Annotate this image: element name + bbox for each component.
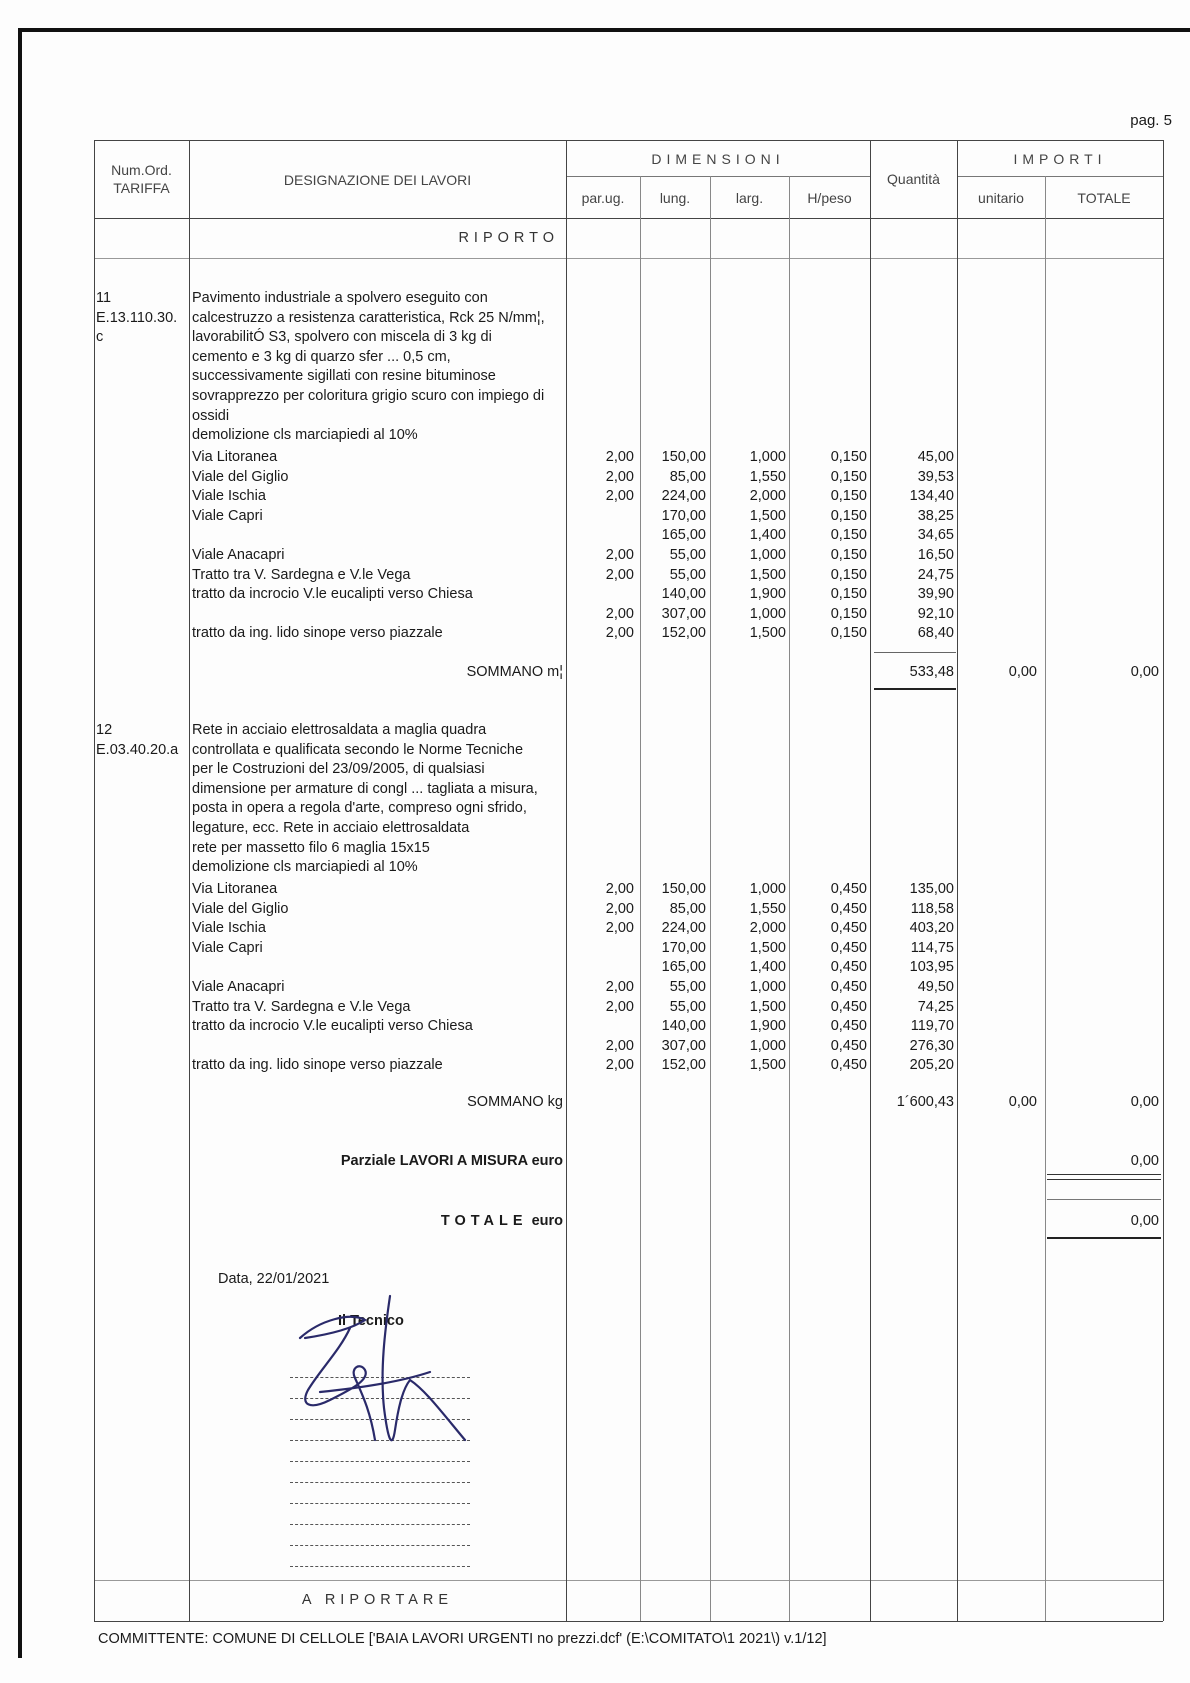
riportare-top-border (94, 1580, 1163, 1581)
lung-value: 85,00 (669, 900, 706, 917)
sum-rule (874, 688, 956, 690)
item-description: Pavimento industriale a spolvero eseguito con calcestruzzo a resistenza caratteristica, Rck 25 N/mm¦, lavorabilitÓ S3, spolvero con miscela di 3 kg di cemento e 3 kg di quarzo sfer ... 0,5 cm, successivamente sigillati con resine bituminose sovrapprezzo per coloritura grigio scuro con impiego di ossidi demolizione cls marciapiedi al 10% (192, 290, 545, 444)
larg-value: 1,500 (749, 566, 786, 583)
quantity-value: 118,58 (910, 900, 954, 917)
quantity-value: 205,20 (909, 1057, 954, 1074)
h-peso-value: 0,150 (830, 605, 867, 622)
sommano-totale: 0,00 (1130, 664, 1159, 680)
h-peso-value: 0,450 (830, 900, 867, 917)
lung-value: 55,00 (669, 566, 706, 583)
header-tariffa: TARIFFA (113, 180, 170, 196)
lung-value: 165,00 (661, 959, 706, 976)
col-line (1163, 140, 1164, 1621)
header-unitario: unitario (978, 190, 1024, 206)
par-ug-value: 2,00 (605, 566, 634, 583)
sommano-quantity: 533,48 (909, 664, 954, 680)
h-peso-value: 0,450 (830, 1037, 867, 1054)
measure-label: Via Litoranea (192, 449, 278, 465)
lung-value: 152,00 (661, 625, 706, 642)
riporto-label: RIPORTO (458, 230, 559, 246)
sommano-label: SOMMANO kg (467, 1094, 563, 1110)
item-number: 12 (96, 722, 113, 738)
h-peso-value: 0,450 (830, 920, 867, 937)
riporto-bottom-border (94, 258, 1163, 259)
sommano-label: SOMMANO m¦ (466, 664, 563, 680)
measure-label: tratto da ing. lido sinope verso piazzale (192, 1057, 443, 1074)
par-ug-value: 2,00 (605, 605, 634, 622)
par-ug-value: 2,00 (605, 979, 634, 995)
quantity-value: 114,75 (910, 939, 954, 956)
h-peso-value: 0,450 (830, 959, 867, 976)
col-line (957, 140, 958, 1621)
lung-value: 85,00 (669, 468, 706, 485)
table-bottom-border (94, 1621, 1163, 1622)
quantity-value: 39,90 (917, 586, 954, 603)
par-ug-value: 2,00 (605, 547, 634, 563)
lung-value: 55,00 (669, 979, 706, 995)
par-ug-value: 2,00 (605, 488, 634, 505)
larg-value: 1,000 (749, 1037, 786, 1054)
header-h-peso: H/peso (807, 190, 852, 206)
quantity-value: 34,65 (917, 527, 954, 544)
larg-value: 1,500 (749, 625, 786, 642)
scan-border-left (18, 28, 22, 1658)
item-description: Rete in acciaio elettrosaldata a maglia quadra controllata e qualificata secondo le Norme Tecniche per le Costruzioni del 23/09/2005, di qualsiasi dimensione per armature di congl ... tagliata a misura, posta in opera a regola d'arte, compreso ogni sfrido, legature, ecc. Rete in acciaio elettrosaldata rete per massetto filo 6 maglia 15x15 demolizione cls marciapiedi al 10% (192, 722, 538, 876)
lung-value: 140,00 (661, 1018, 706, 1035)
quantity-value: 92,10 (917, 605, 954, 622)
footer-committente: COMMITTENTE: COMUNE DI CELLOLE ['BAIA LAVORI URGENTI no prezzi.dcf' (E:\COMITATO\1 2021\) v.1/12] (98, 1631, 827, 1647)
parziale-value: 0,00 (1130, 1153, 1159, 1169)
totale-rule (1047, 1199, 1161, 1200)
h-peso-value: 0,150 (830, 547, 867, 563)
measure-label: Tratto tra V. Sardegna e V.le Vega (192, 566, 411, 583)
signature-graphic (280, 1290, 480, 1460)
quantity-value: 68,40 (917, 625, 954, 642)
larg-value: 1,900 (749, 1018, 786, 1035)
larg-value: 1,900 (749, 586, 786, 603)
table-top-border (94, 140, 1163, 141)
date-line: Data, 22/01/2021 (218, 1271, 330, 1287)
header-totale: TOTALE (1077, 190, 1131, 206)
lung-value: 140,00 (661, 586, 706, 603)
lung-value: 170,00 (661, 939, 706, 956)
header-quantita: Quantità (887, 171, 940, 187)
totale-rule (1047, 1237, 1161, 1239)
measure-label: Viale Ischia (192, 920, 266, 937)
header-num-ord: Num.Ord. (111, 162, 172, 178)
measure-label: Viale del Giglio (192, 468, 289, 485)
sommano-totale: 0,00 (1130, 1094, 1159, 1110)
measure-label: Viale Capri (192, 507, 263, 524)
quantity-value: 135,00 (909, 881, 954, 897)
measure-label: Viale del Giglio (192, 900, 289, 917)
parziale-rule (1047, 1174, 1161, 1175)
larg-value: 1,400 (749, 527, 786, 544)
col-line (189, 140, 190, 1621)
item-code: c (96, 329, 104, 346)
quantity-value: 38,25 (917, 507, 954, 524)
measure-label: tratto da incrocio V.le eucalipti verso Chiesa (192, 586, 473, 603)
lung-value: 150,00 (661, 881, 706, 897)
totale-value: 0,00 (1130, 1213, 1159, 1229)
sommano-quantity: 1´600,43 (896, 1094, 954, 1110)
quantity-value: 134,40 (909, 488, 954, 505)
quantity-value: 45,00 (917, 449, 954, 465)
header-larg: larg. (735, 190, 764, 206)
lung-value: 165,00 (661, 527, 706, 544)
quantity-value: 103,95 (909, 959, 954, 976)
larg-value: 2,000 (749, 920, 786, 937)
tecnico-label: Il Tecnico (338, 1313, 404, 1329)
larg-value: 1,000 (749, 449, 786, 465)
h-peso-value: 0,150 (830, 586, 867, 603)
parziale-label: Parziale LAVORI A MISURA euro (340, 1153, 563, 1169)
par-ug-value: 2,00 (605, 625, 634, 642)
h-peso-value: 0,150 (830, 527, 867, 544)
measure-label: Viale Capri (192, 939, 263, 956)
col-line (1045, 176, 1046, 1621)
measure-label: tratto da incrocio V.le eucalipti verso Chiesa (192, 1018, 473, 1035)
header-designazione: DESIGNAZIONE DEI LAVORI (283, 172, 472, 188)
par-ug-value: 2,00 (605, 1057, 634, 1074)
header-bottom-border (94, 218, 1163, 219)
measure-label: Viale Anacapri (192, 547, 285, 563)
measure-label: Viale Ischia (192, 488, 266, 505)
lung-value: 224,00 (661, 920, 706, 937)
scan-border-top (18, 28, 1190, 32)
measure-label: Via Litoranea (192, 881, 278, 897)
quantity-value: 49,50 (917, 979, 954, 995)
lung-value: 55,00 (669, 547, 706, 563)
totale-label: TOTALE euro (440, 1213, 563, 1229)
sommano-unitario: 0,00 (1008, 664, 1037, 680)
lung-value: 150,00 (661, 449, 706, 465)
larg-value: 1,500 (749, 998, 786, 1015)
quantity-value: 16,50 (917, 547, 954, 563)
header-importi: IMPORTI (1013, 151, 1107, 167)
larg-value: 1,000 (749, 547, 786, 563)
quantity-value: 119,70 (910, 1018, 954, 1035)
par-ug-value: 2,00 (605, 881, 634, 897)
lung-value: 152,00 (661, 1057, 706, 1074)
larg-value: 1,550 (749, 468, 786, 485)
page-number: pag. 5 (1130, 112, 1172, 129)
quantity-value: 403,20 (909, 920, 954, 937)
larg-value: 1,000 (749, 881, 786, 897)
h-peso-value: 0,150 (830, 488, 867, 505)
h-peso-value: 0,450 (830, 979, 867, 995)
par-ug-value: 2,00 (605, 998, 634, 1015)
lung-value: 224,00 (661, 488, 706, 505)
h-peso-value: 0,150 (830, 566, 867, 583)
h-peso-value: 0,150 (830, 449, 867, 465)
sommano-unitario: 0,00 (1008, 1094, 1037, 1110)
dimensioni-underline (566, 176, 870, 177)
item-number: 11 (96, 290, 112, 306)
par-ug-value: 2,00 (605, 920, 634, 937)
h-peso-value: 0,150 (830, 507, 867, 524)
lung-value: 170,00 (661, 507, 706, 524)
larg-value: 2,000 (749, 488, 786, 505)
quantity-value: 276,30 (909, 1037, 954, 1054)
h-peso-value: 0,150 (830, 625, 867, 642)
larg-value: 1,000 (749, 605, 786, 622)
larg-value: 1,500 (749, 507, 786, 524)
larg-value: 1,400 (749, 959, 786, 976)
h-peso-value: 0,450 (830, 939, 867, 956)
larg-value: 1,500 (749, 939, 786, 956)
par-ug-value: 2,00 (605, 1037, 634, 1054)
a-riportare-label: A RIPORTARE (301, 1592, 454, 1608)
parziale-rule (1047, 1179, 1161, 1180)
h-peso-value: 0,450 (830, 1057, 867, 1074)
par-ug-value: 2,00 (605, 449, 634, 465)
item-code: E.03.40.20.a (96, 741, 179, 758)
lung-value: 307,00 (661, 1037, 706, 1054)
lung-value: 307,00 (661, 605, 706, 622)
larg-value: 1,500 (749, 1057, 786, 1074)
col-line (94, 140, 95, 1621)
measure-label: Viale Anacapri (192, 979, 285, 995)
larg-value: 1,550 (749, 900, 786, 917)
h-peso-value: 0,150 (830, 468, 867, 485)
lung-value: 55,00 (669, 998, 706, 1015)
item-code: E.13.110.30. (96, 309, 178, 326)
header-par-ug: par.ug. (581, 190, 625, 206)
h-peso-value: 0,450 (830, 998, 867, 1015)
quantity-value: 24,75 (917, 566, 954, 583)
par-ug-value: 2,00 (605, 900, 634, 917)
h-peso-value: 0,450 (830, 881, 867, 897)
importi-underline (957, 176, 1163, 177)
par-ug-value: 2,00 (605, 468, 634, 485)
sum-rule (874, 652, 956, 653)
measure-label: Tratto tra V. Sardegna e V.le Vega (192, 998, 411, 1015)
header-lung: lung. (659, 190, 691, 206)
header-dimensioni: DIMENSIONI (651, 151, 785, 167)
quantity-value: 39,53 (917, 468, 954, 485)
measure-label: tratto da ing. lido sinope verso piazzale (192, 625, 443, 642)
quantity-value: 74,25 (917, 998, 954, 1015)
larg-value: 1,000 (749, 979, 786, 995)
h-peso-value: 0,450 (830, 1018, 867, 1035)
